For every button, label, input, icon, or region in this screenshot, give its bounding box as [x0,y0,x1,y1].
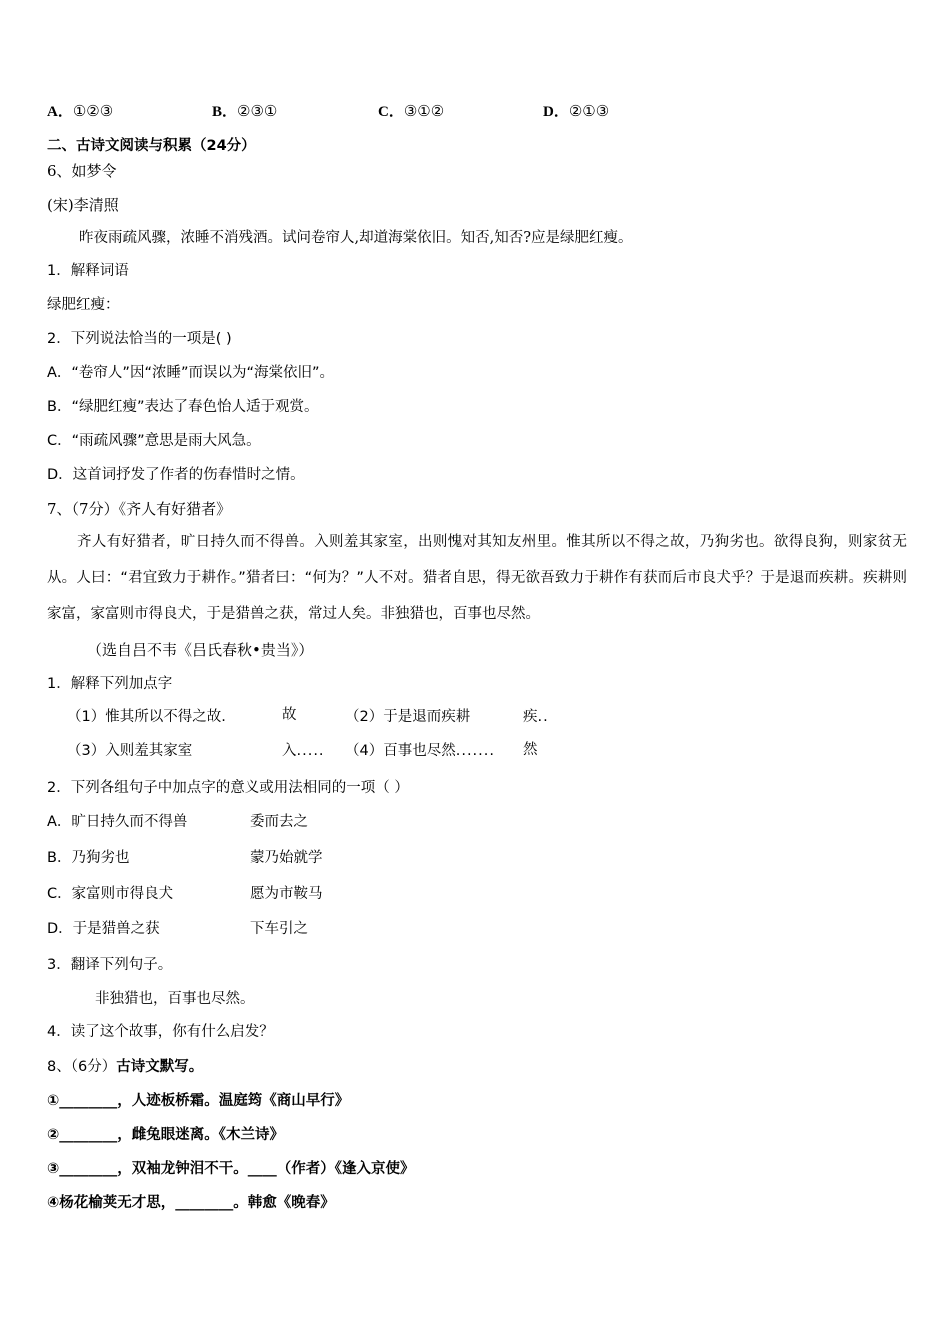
q6-choice-c: C．“雨疏风骤”意思是雨大风急。 [47,433,261,449]
q7-sub4: 4．读了这个故事，你有什么启发？ [47,1024,274,1040]
q7-sub3-sentence: 非独猎也，百事也尽然。 [95,991,255,1007]
q7-item-3-word: 入..... [282,743,325,759]
q8-line-2: ②________，雌兔眼迷离。《木兰诗》 [47,1127,285,1143]
option-c: C．③①② [378,102,445,120]
q7-sub3: 3．翻译下列句子。 [47,957,173,973]
q6-sub1-item: 绿肥红瘦： [47,297,120,313]
q6-choice-d: D．这首词抒发了作者的伤春惜时之情。 [47,467,305,483]
q7-item-2-word: 疾.. [523,709,549,725]
q6-author: (宋)李清照 [47,196,119,214]
q6-choice-b: B．“绿肥红瘦”表达了春色怡人适于观赏。 [47,399,319,415]
q6-sub1: 1．解释词语 [47,263,129,279]
option-d: D．②①③ [543,102,610,120]
q6-title: 6、如梦令 [47,162,117,180]
q7-item-3: （3）入则羞其家室 [67,743,193,759]
q7-item-4: （4）百事也尽然....... [345,743,495,759]
q7-pair-c: C．家富则市得良犬 [47,886,174,902]
q7-pair-b: B．乃狗劣也 [47,850,130,866]
q8-line-1: ①________，人迹板桥霜。温庭筠《商山早行》 [47,1093,350,1109]
q6-choice-a: A．“卷帘人”因“浓睡”而误以为“海棠依旧”。 [47,365,334,381]
q7-pair-b-b: 蒙乃始就学 [250,850,323,866]
q7-sub2: 2．下列各组句子中加点字的意义或用法相同的一项（ ） [47,780,409,796]
q7-passage: 齐人有好猎者，旷日持久而不得兽。入则羞其家室，出则愧对其知友州里。惟其所以不得之故，乃狗劣也。欲得良狗，则家贫无从。人曰：“君宜致力于耕作。”猎者曰：“何为？”人不对。猎者自思，得无欲吾致力于耕作有获而后市良犬乎？于是退而疾耕。疾耕则家富，家富则市得良犬，于是猎兽之获，常过人矣。非独猎也，百事也尽然。 [47,534,907,622]
q7-pair-d: D．于是猎兽之获 [47,921,160,937]
q8-line-3: ③________，双袖龙钟泪不干。____（作者）《逢入京使》 [47,1161,415,1177]
option-a: A．①②③ [47,102,114,120]
q7-item-1-word: 故 [282,707,297,723]
q7-pair-a-b: 委而去之 [250,814,308,830]
q7-pair-a: A．旷日持久而不得兽 [47,814,188,830]
q7-title: 7、（7分）《齐人有好猎者》 [47,500,232,518]
q6-poem: 昨夜雨疏风骤，浓睡不消残酒。试问卷帘人,却道海棠依旧。知否,知否?应是绿肥红瘦。 [79,230,633,246]
q7-pair-d-b: 下车引之 [250,921,308,937]
section-title: 二、古诗文阅读与积累（24分） [47,138,256,154]
q7-item-1: （1）惟其所以不得之故. [67,709,227,725]
q7-item-4-word: 然 [523,742,538,758]
q6-sub2: 2．下列说法恰当的一项是( ) [47,331,232,347]
option-b: B．②③① [212,102,278,120]
q8-line-4: ④杨花榆荚无才思，________。韩愈《晚春》 [47,1195,335,1211]
q7-pair-c-b: 愿为市鞍马 [250,886,323,902]
q7-item-2: （2）于是退而疾耕 [345,709,471,725]
q7-sub1: 1．解释下列加点字 [47,676,173,692]
q7-source: （选自吕不韦《吕氏春秋•贵当》） [87,641,314,659]
q8-title: 8、（6分）古诗文默写。 [47,1059,204,1075]
